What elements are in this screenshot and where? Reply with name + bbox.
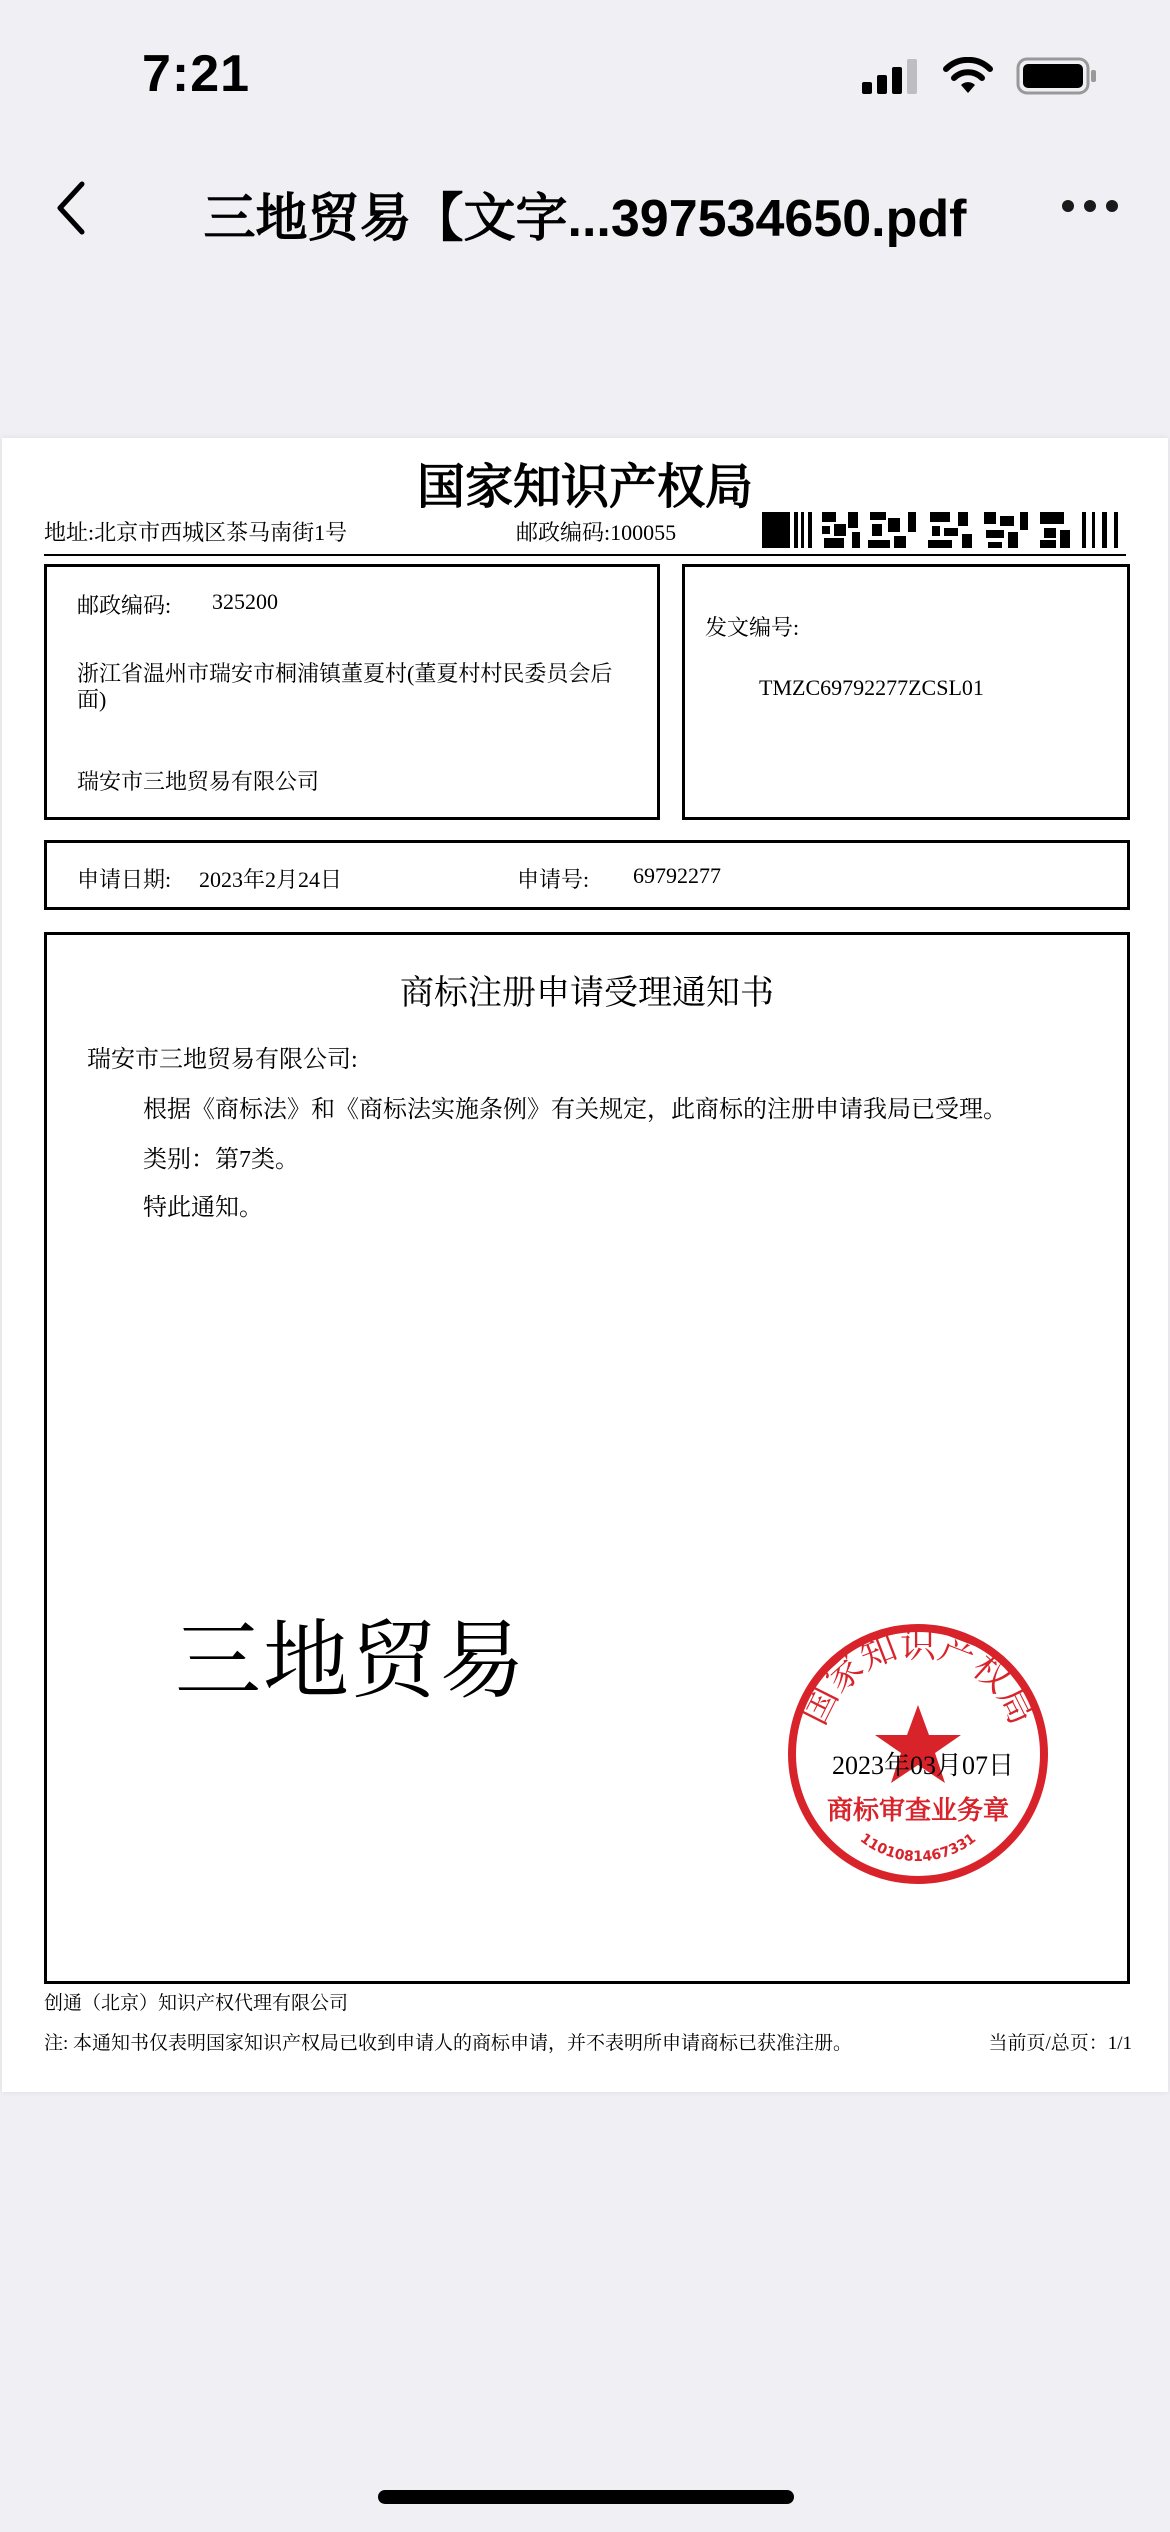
more-button[interactable] <box>1062 186 1118 226</box>
application-number-value: 69792277 <box>633 863 721 888</box>
notice-addressee: 瑞安市三地贸易有限公司: <box>87 1047 358 1073</box>
document-number-value: TMZC69792277ZCSL01 <box>759 675 984 700</box>
page-indicator: 当前页/总页：1/1 <box>988 2033 1132 2054</box>
status-time: 7:21 <box>142 45 251 103</box>
svg-text:商标审查业务章: 商标审查业务章 <box>826 1796 1010 1826</box>
document-title: 三地贸易【文字...397534650.pdf <box>203 190 967 248</box>
recipient-postal-value: 325200 <box>212 589 278 614</box>
wifi-icon <box>942 57 994 95</box>
document-number-label: 发文编号: <box>705 615 800 640</box>
pdf-page[interactable] <box>2 438 1168 2092</box>
barcode-image <box>762 510 1124 550</box>
document-number-box <box>682 564 1130 820</box>
application-date-value: 2023年2月24日 <box>199 867 343 892</box>
recipient-address-line1: 浙江省温州市瑞安市桐浦镇董夏村(董夏村村民委员会后 <box>77 661 613 686</box>
notice-line-3: 特此通知。 <box>143 1195 263 1221</box>
recipient-company: 瑞安市三地贸易有限公司 <box>77 769 320 794</box>
more-icon <box>1062 200 1074 212</box>
application-date-label: 申请日期: <box>77 867 172 892</box>
battery-icon <box>1016 57 1098 95</box>
notice-line-2: 类别：第7类。 <box>143 1147 299 1173</box>
notice-box <box>44 932 1130 1984</box>
office-address: 地址:北京市西城区茶马南街1号 <box>44 520 348 545</box>
back-button[interactable] <box>40 168 100 248</box>
office-postal: 邮政编码:100055 <box>516 520 677 545</box>
header-divider <box>44 554 1126 556</box>
notice-title: 商标注册申请受理通知书 <box>400 975 774 1012</box>
status-icons <box>862 56 1098 96</box>
home-indicator[interactable] <box>378 2490 794 2504</box>
application-info-box <box>44 840 1130 910</box>
signal-icon <box>862 58 920 94</box>
trademark-text: 三地贸易 <box>175 1613 527 1709</box>
svg-text:国家知识产权局: 国家知识产权局 <box>793 1625 1043 1732</box>
recipient-box <box>44 564 660 820</box>
svg-text:1101081467331: 1101081467331 <box>857 1830 979 1866</box>
footnote: 注: 本通知书仅表明国家知识产权局已收到申请人的商标申请，并不表明所申请商标已获准注册。 <box>44 2033 853 2054</box>
agent-name: 创通（北京）知识产权代理有限公司 <box>44 1993 349 2014</box>
recipient-postal-label: 邮政编码: <box>77 593 172 618</box>
application-number-label: 申请号: <box>517 867 590 892</box>
recipient-address-line2: 面) <box>77 687 107 712</box>
back-chevron-icon <box>54 180 86 236</box>
seal-date: 2023年03月07日 <box>832 1751 1015 1780</box>
notice-line-1: 根据《商标法》和《商标法实施条例》有关规定，此商标的注册申请我局已受理。 <box>143 1097 1007 1123</box>
document-header: 国家知识产权局 <box>416 459 753 515</box>
